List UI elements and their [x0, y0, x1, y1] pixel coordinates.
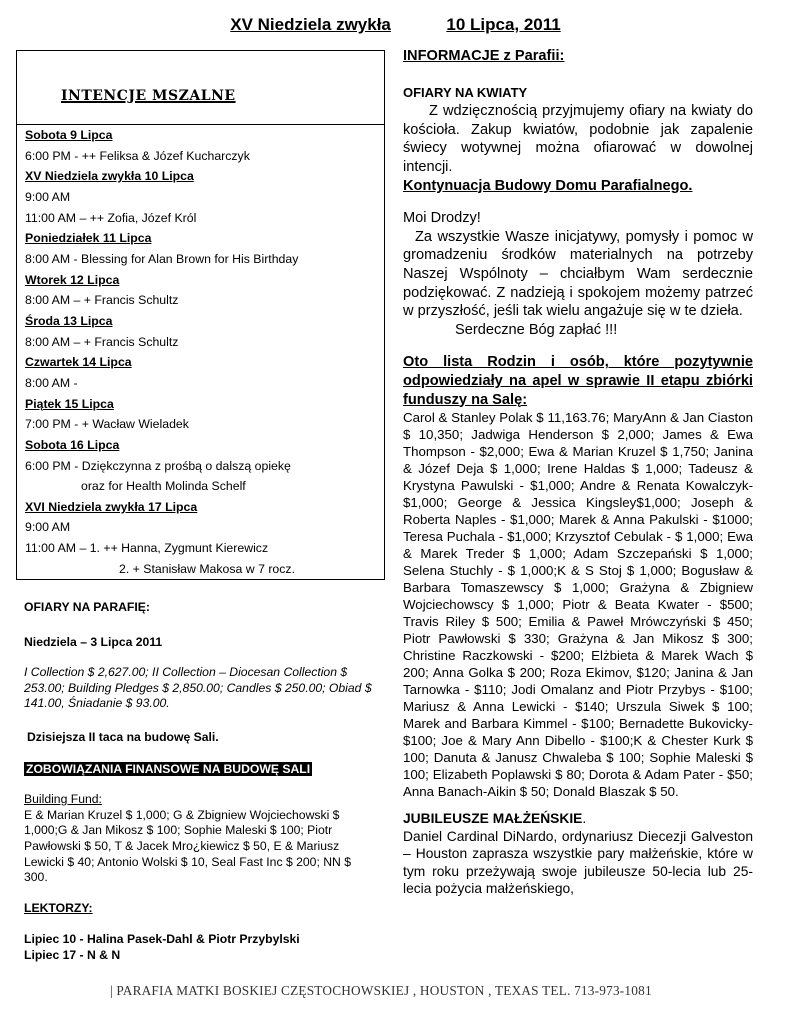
lista-text: Carol & Stanley Polak $ 11,163.76; MaryAnn & Jan Ciaston $ 10,350; Jadwiga Henderson $ 2,000; James & Ewa Thompson - $2,000; Ewa & Marian Kruzel $ 1,750; Janina & Józef Deja $ 1,000; Irene Haldas $ 1,000; Tadeusz & Krystyna Pawulski - $1,000; Andre & Renata Kowalczyk- $1,000; George & Jessica Kingsley$1,000; Joseph & Roberta Naples - $1,000; Marek & Anna Pakulski - $1000; Teresa Puchala - $1,000; Krzysztof Cebulak - $ 1,000; Ewa & Marek Treder $ 1,000; Adam Szczepański $ 1,000; Selena Stuchly - $ 1,000;K & S Stoj $ 1,000; Bogusław & Barbara Tomaszewscy $ 1,000; Grażyna & Zbigniew Wojciechowscy $ 1,000; Piotr & Beata Kwater - $500; Travis Riley $ 500; Emilia & Paweł Mrówczyński $ 450; Piotr Pawłowski $ 330; Grażyna & Jan Mikosz $ 300; Christine Raczkowski - $200; Elżbieta & Marek Wach $ 200; Anna Golka $ 200; Roza Ekimov, $120; Janina & Jan Tarnowka - $110; Jodi Omalanz and Piotr Przybys - $100; Mariusz & Anna Lewicki - $140; Urszula Siwek $ 100; Marek and Barbara Kimmel - $100; Bernadette Bukovicky- $100; Joe & Mary Ann Dibello - $100;K & Chester Kurk $ 100; Danuta & Janusz Chwaleba $ 100; Sophie Maleski $ 100; Elizabeth Poplawski $ 80; Dorota & Adam Pater - $50; Anna Banach-Aikin $ 50; Donald Blaszak $ 50.	[403, 410, 753, 800]
building-fund-text: E & Marian Kruzel $ 1,000; G & Zbigniew Wojciechowski $ 1,000;G & Jan Mikosz $ 100; Sophie Maleski $ 100; Piotr Pawłowski $ 50, T & Jacek Mro¿kiewicz $ 50, E & Mariusz Lewicki $ 40; Antonio Wolski $ 10, Seal Fast Inc $ 200; NN $ 300.	[24, 807, 351, 885]
intention-line: 8:00 AM -	[25, 375, 78, 390]
mass-intentions-list	[17, 125, 384, 579]
page-title	[0, 15, 791, 35]
intention-line: oraz for Health Molinda Schelf	[81, 479, 246, 494]
jubileusze-text: Daniel Cardinal DiNardo, ordynariusz Diecezji Galveston – Houston zaprasza wszystkie pary małżeńskie, które w tym roku przeżywają swoje jubileusze 50-lecia lub 25-lecia pożycia małżeńskiego,	[403, 828, 753, 897]
intention-line: 8:00 AM – + Francis Schultz	[25, 293, 179, 308]
intention-day-heading: Poniedziałek 11 Lipca	[25, 231, 152, 246]
ofiary-heading: OFIARY NA PARAFIĘ:	[24, 600, 150, 614]
lektor-row-2: Lipiec 17 - N & N	[24, 947, 121, 962]
intention-line: 6:00 PM - ++ Feliksa & Józef Kucharczyk	[25, 148, 250, 163]
intention-day-heading: Wtorek 12 Lipca	[25, 272, 120, 287]
moi-drodzy: Moi Drodzy!	[403, 210, 481, 227]
lista-heading: Oto lista Rodzin i osób, które pozytywnie odpowiedziały na apel w sprawie II etapu zbiórki funduszy na Salę:	[403, 354, 753, 408]
info-heading: INFORMACJE z Parafii:	[403, 48, 565, 64]
intention-line: 9:00 AM	[25, 189, 71, 204]
intention-day-heading: XV Niedziela zwykła 10 Lipca	[25, 169, 194, 184]
kontynuacja-heading: Kontynuacja Budowy Domu Parafialnego.	[403, 177, 693, 194]
left-column	[24, 600, 376, 964]
intention-line: 9:00 AM	[25, 520, 71, 535]
kwiaty-text: Z wdzięcznością przyjmujemy ofiary na kwiaty do kościoła. Zakup kwiatów, podobnie jak zapalenie świecy wotywnej można ofiarować w dowolnej intencji.	[403, 103, 753, 175]
bog-zaplac: Serdeczne Bóg zapłać !!!	[455, 321, 618, 338]
lektor-row-1: Lipiec 10 - Halina Pasek-Dahl & Piotr Przybylski	[24, 932, 300, 947]
title-sunday: XV Niedziela zwykła	[230, 15, 391, 34]
intention-day-heading: Czwartek 14 Lipca	[25, 355, 132, 370]
intentions-title: INTENCJE MSZALNE	[61, 88, 236, 104]
intention-day-heading: Sobota 16 Lipca	[25, 437, 120, 452]
intention-day-heading: XVI Niedziela zwykła 17 Lipca	[25, 499, 198, 514]
collection-date: Niedziela – 3 Lipca 2011	[24, 634, 163, 649]
right-column: INFORMACJE z Parafii: OFIARY NA KWIATY Z wdzięcznością przyjmujemy ofiary na kwiaty do kościoła. Zakup kwiatów, podobnie jak zapalenie świecy wotywnej można ofiarować w dowolnej intencji. Kontynuacja Budowy Domu Parafialnego. Moi Drodzy! Za wszystkie Wasze inicjatywy, pomysły i pomoc w gromadzeniu środków materialnych na potrzeby Naszej Wspólnoty – chciałbym Wam serdecznie podziękować. Z nadzieją i spokojem możemy patrzeć w przyszłość, jeśli tak wielu angażuje się w te dzieła. Serdeczne Bóg zapłać !!! Oto lista Rodzin i osób, które pozytywnie odpowiedziały na apel w sprawie II etapu zbiórki funduszy na Salę: Carol & Stanley Polak $ 11,163.76; MaryAnn & Jan Ciaston $ 10,350; Jadwiga Henderson $ 2,000; James & Ewa Thompson - $2,000; Ewa & Marian Kruzel $ 1,750; Janina & Józef Deja $ 1,000; Irene Haldas $ 1,000; Tadeusz & Krystyna Pawulski - $1,000; Andre & Renata Kowalczyk- $1,000; George & Jessica Kingsley$1,000; Joseph & Roberta Naples - $1,000; Marek & Anna Pakulski - $1000; Teresa Puchala - $1,000; Krzysztof Cebulak - $ 1,000; Ewa & Marek Treder $ 1,000; Adam Szczepański $ 1,000; Selena Stuchly - $ 1,000;K & S Stoj $ 1,000; Bogusław & Barbara Tomaszewscy $ 1,000; Grażyna & Zbigniew Wojciechowscy $ 1,000; Piotr & Beata Kwater - $500; Travis Riley $ 500; Emilia & Paweł Mrówczyński $ 450; Piotr Pawłowski $ 330; Grażyna & Jan Mikosz $ 300; Christine Raczkowski - $200; Elżbieta & Marek Wach $ 200; Anna Golka $ 200; Roza Ekimov, $120; Janina & Jan Tarnowka - $110; Jodi Omalanz and Piotr Przybys - $100; Mariusz & Anna Lewicki - $140; Urszula Siwek $ 100; Marek and Barbara Kimmel - $100; Bernadette Bukovicky- $100; Joe & Mary Ann Dibello - $100;K & Chester Kurk $ 100; Danuta & Janusz Chwaleba $ 100; Sophie Maleski $ 100; Elizabeth Poplawski $ 80; Dorota & Adam Pater - $50; Anna Banach-Aikin $ 50; Donald Blaszak $ 50. JUBILEUSZE MAŁŻEŃSKIE. Daniel Cardinal DiNardo, ordynariusz Diecezji Galveston – Houston zaprasza wszystkie pary małżeńskie, które w tym roku przeżywają swoje jubileusze 50-lecia lub 25-lecia pożycia małżeńskiego,	[403, 48, 753, 897]
jubileusze-heading: JUBILEUSZE MAŁŻEŃSKIE	[403, 811, 583, 827]
intentions-box	[16, 50, 385, 580]
zobowiazania-heading: ZOBOWIĄZANIA FINANSOWE NA BUDOWĘ SALI	[26, 761, 311, 776]
taca-note: Dzisiejsza II taca na budowę Sali.	[27, 729, 219, 744]
intention-line: 11:00 AM – 1. ++ Hanna, Zygmunt Kierewicz	[25, 541, 269, 556]
building-fund-label: Building Fund:	[24, 792, 102, 807]
intention-line: 6:00 PM - Dziękczynna z prośbą o dalszą opiekę	[25, 458, 291, 473]
intention-line: 11:00 AM – ++ Zofia, Józef Król	[25, 210, 197, 225]
intention-day-heading: Sobota 9 Lipca	[25, 128, 113, 142]
parish-footer: | PARAFIA MATKI BOSKIEJ CZĘSTOCHOWSKIEJ , HOUSTON , TEXAS TEL. 713-973-1081	[110, 983, 652, 998]
intention-day-heading: Piątek 15 Lipca	[25, 396, 114, 411]
intention-day-heading: Środa 13 Lipca	[25, 313, 113, 328]
intention-line: 8:00 AM - Blessing for Alan Brown for His Birthday	[25, 251, 299, 266]
intention-line: 2. + Stanisław Makosa w 7 rocz.	[119, 561, 295, 576]
lektorzy-heading: LEKTORZY:	[24, 900, 93, 915]
intention-line: 7:00 PM - + Wacław Wieladek	[25, 417, 189, 432]
kwiaty-heading: OFIARY NA KWIATY	[403, 84, 528, 100]
intention-line: 8:00 AM – + Francis Schultz	[25, 334, 179, 349]
drodzy-text: Za wszystkie Wasze inicjatywy, pomysły i pomoc w gromadzeniu środków materialnych na potrzeby Naszej Wspólnoty – chciałbym Wam serdecznie podziękować. Z nadzieją i spokojem możemy patrzeć w przyszłość, jeśli tak wielu angażuje się w te dzieła.	[403, 228, 753, 320]
collections-text: I Collection $ 2,627.00; II Collection – Diocesan Collection $ 253.00; Building Pledges $ 2,850.00; Candles $ 250.00; Obiad $ 141.00, Śniadanie $ 93.00.	[24, 665, 372, 711]
title-date: 10 Lipca, 2011	[446, 15, 561, 34]
intentions-header	[17, 51, 384, 125]
